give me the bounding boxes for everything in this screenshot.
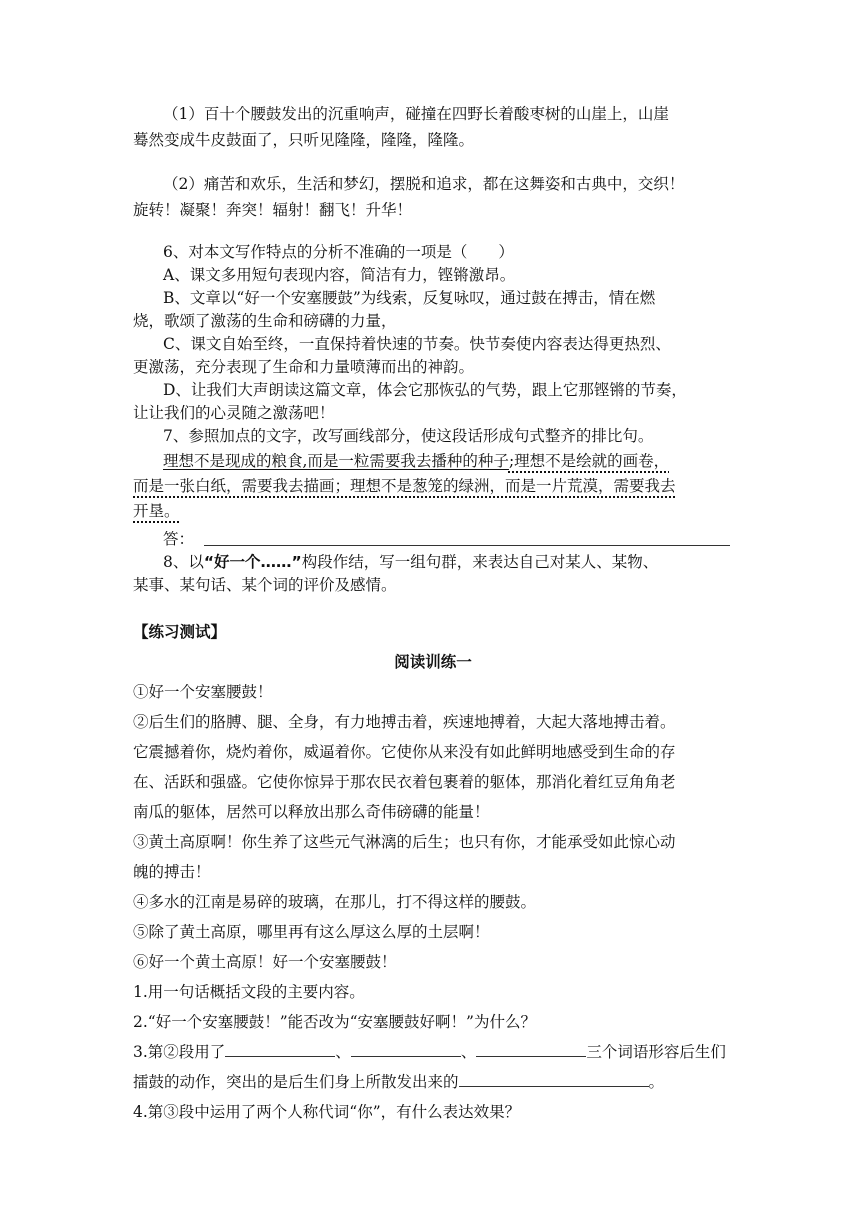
question-6-option-b-line-1: B、文章以“好一个安塞腰鼓”为线索，反复咏叹，通过鼓在搏击，情在燃 [163, 289, 656, 307]
example-1-line-2: 蓦然变成牛皮鼓面了，只听见隆隆，隆隆，隆隆。 [133, 131, 475, 149]
dotted-text-3: 开垦。 [133, 502, 180, 520]
question-8-prefix: 8、以 [163, 553, 204, 571]
question-7-line-2 [133, 476, 733, 496]
question-7-line-1 [163, 451, 763, 471]
question-4: 4.第③段中运用了两个人称代词“你”，有什么表达效果？ [133, 1103, 521, 1121]
example-2-line-2: 旋转！凝聚！奔突！辐射！翻飞！升华！ [133, 201, 413, 219]
reading-title: 阅读训练一 [394, 653, 472, 671]
question-6-option-b-line-2: 烧，歌颂了激荡的生命和磅礴的力量， [133, 312, 397, 330]
question-8-line-1 [163, 552, 763, 572]
answer-line[interactable] [204, 545, 730, 546]
passage-line: ②后生们的胳膊、腿、全身，有力地搏击着，疾速地搏着，大起大落地搏击着。 [133, 713, 676, 731]
section-title: 【练习测试】 [133, 623, 227, 641]
question-6-option-c-line-2: 更激荡，充分表现了生命和力量喷薄而出的神韵。 [133, 358, 475, 376]
blank-2[interactable] [351, 1042, 461, 1057]
passage-line: ①好一个安塞腰鼓！ [133, 683, 273, 701]
separator: 、 [460, 1043, 477, 1061]
question-8-rest: 构段作结，写一组句群，来表达自己对某人、某物、 [301, 553, 659, 571]
question-3-suffix: 三个词语形容后生们 [586, 1043, 726, 1061]
blank-3[interactable] [476, 1042, 586, 1057]
question-6-stem: 6、对本文写作特点的分析不准确的一项是（ ） [163, 243, 514, 261]
question-7-stem: 7、参照加点的文字，改写画线部分，使这段话形成句式整齐的排比句。 [163, 427, 654, 445]
answer-label: 答： [163, 530, 195, 548]
question-3-line-1 [133, 1042, 733, 1062]
question-8-bold: “好一个……” [203, 553, 302, 571]
passage-line: 南瓜的躯体，居然可以释放出那么奇伟磅礴的能量！ [133, 803, 490, 821]
question-7-line-3 [133, 501, 733, 521]
passage-line: 魄的搏击！ [133, 863, 211, 881]
question-8-line-2: 某事、某句话、某个词的评价及感情。 [133, 576, 397, 594]
question-6-option-c-line-1: C、课文自始至终，一直保持着快速的节奏。快节奏使内容表达得更热烈、 [163, 335, 671, 353]
passage-line: 在、活跃和强盛。它使你惊异于那农民衣着包裹着的躯体，那消化着红豆角角老 [133, 773, 676, 791]
separator: 、 [335, 1043, 351, 1061]
passage-line: ⑥好一个黄土高原！好一个安塞腰鼓！ [133, 953, 397, 971]
dotted-text-1: ;理想不是绘就的画卷， [508, 452, 670, 470]
passage-line: ⑤除了黄土高原，哪里再有这么厚这么厚的土层啊！ [133, 923, 490, 941]
blank-1[interactable] [225, 1042, 335, 1057]
period: 。 [648, 1073, 665, 1091]
question-3-prefix: 3.第②段用了 [133, 1043, 226, 1061]
dotted-text-2: 而是一张白纸，需要我去描画；理想不是葱笼的绿洲，而是一片荒漠，需要我去 [133, 477, 676, 495]
blank-4[interactable] [459, 1072, 649, 1087]
passage-line: 它震撼着你，烧灼着你，威逼着你。它使你从来没有如此鲜明地感受到生命的存 [133, 743, 676, 761]
question-6-option-a: A、课文多用短句表现内容，简洁有力，铿锵激昂。 [163, 266, 516, 284]
question-2: 2.“好一个安塞腰鼓！”能否改为“安塞腰鼓好啊！”为什么？ [133, 1013, 536, 1031]
question-6-option-d-line-1: D、让我们大声朗读这篇文章，体会它那恢弘的气势，跟上它那铿锵的节奏， [163, 381, 687, 399]
question-6-option-d-line-2: 让让我们的心灵随之激荡吧！ [133, 404, 335, 422]
question-1: 1.用一句话概括文段的主要内容。 [133, 983, 365, 1001]
passage-line: ③黄土高原啊！你生养了这些元气淋漓的后生；也只有你，才能承受如此惊心动 [133, 833, 676, 851]
example-2-line-1: （2）痛苦和欢乐，生活和梦幻，摆脱和追求，都在这舞姿和古典中，交织！ [163, 175, 685, 193]
example-1-line-1: （1）百十个腰鼓发出的沉重响声，碰撞在四野长着酸枣树的山崖上，山崖 [163, 105, 669, 123]
passage-line: ④多水的江南是易碎的玻璃，在那儿，打不得这样的腰鼓。 [133, 893, 537, 911]
question-3-line-2-text: 擂鼓的动作，突出的是后生们身上所散发出来的 [133, 1073, 459, 1091]
underlined-sentence: 理想不是现成的粮食,而是一粒需要我去播种的种子 [163, 452, 509, 470]
question-3-line-2 [133, 1072, 733, 1092]
